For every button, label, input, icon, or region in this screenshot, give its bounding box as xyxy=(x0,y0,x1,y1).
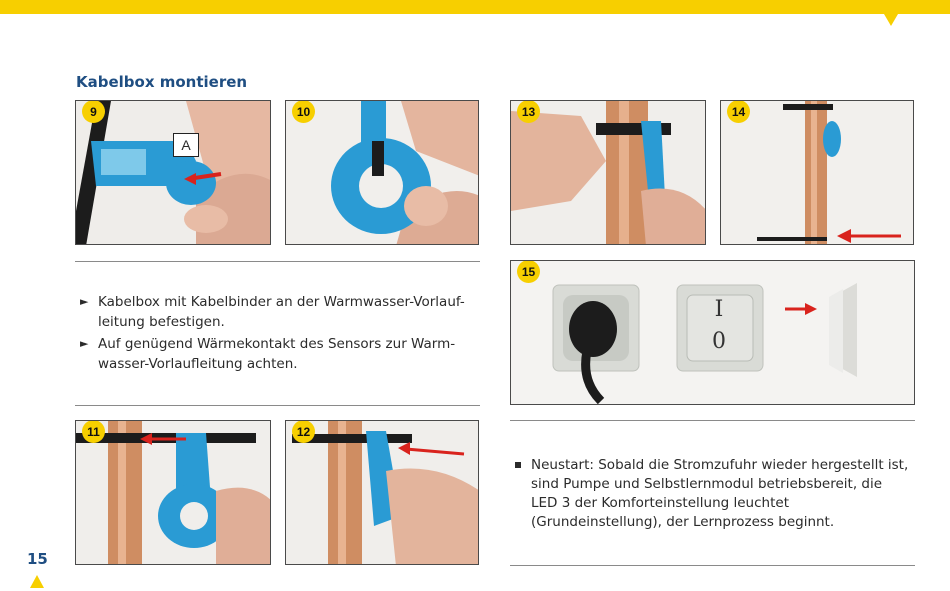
photo-15 xyxy=(510,260,915,405)
divider-line xyxy=(510,565,915,566)
switch-label-off: 0 xyxy=(712,329,726,354)
top-notch-triangle xyxy=(884,14,898,26)
photo-9-illustration xyxy=(76,101,271,245)
step-badge: 9 xyxy=(82,100,105,123)
instruction-text: Auf genügend Wärmekontakt des Sensors zur Warm- wasser-Vorlaufleitung achten. xyxy=(98,336,456,372)
top-accent-bar xyxy=(0,0,950,14)
play-arrow-icon: ► xyxy=(80,337,89,350)
restart-note-text: Neustart: Sobald die Stromzufuhr wieder hergestellt ist, sind Pumpe und Selbstlernmodul betriebsbereit, die LED 3 der Komforteinstellung leuchtet (Grundeinstellung), der Lernprozess beginnt. xyxy=(531,457,909,530)
section-title: Kabelbox montieren xyxy=(76,73,248,91)
photo-9 xyxy=(75,100,271,245)
page-number: 15 xyxy=(27,550,48,568)
step-badge: 14 xyxy=(727,100,750,123)
photo-12 xyxy=(285,420,479,565)
step-badge: 13 xyxy=(517,100,540,123)
page-triangle-icon xyxy=(30,575,44,588)
photo-13-illustration xyxy=(511,101,706,245)
photo-11 xyxy=(75,420,271,565)
step-badge: 12 xyxy=(292,420,315,443)
step-badge: 11 xyxy=(82,420,105,443)
photo-14 xyxy=(720,100,914,245)
photo-10 xyxy=(285,100,479,245)
instruction-item xyxy=(80,292,480,332)
photo-14-illustration xyxy=(721,101,914,245)
divider-line xyxy=(75,405,480,406)
instruction-item xyxy=(80,334,480,374)
restart-note xyxy=(514,456,909,532)
square-bullet-icon xyxy=(515,462,521,468)
photo-10-illustration xyxy=(286,101,479,245)
callout-label-a: A xyxy=(173,133,199,157)
photo-11-illustration xyxy=(76,421,271,565)
instruction-text: Kabelbox mit Kabelbinder an der Warmwasser-Vorlauf- leitung befestigen. xyxy=(98,294,465,330)
divider-line xyxy=(510,420,915,421)
instruction-list xyxy=(80,292,480,376)
step-badge: 10 xyxy=(292,100,315,123)
play-arrow-icon: ► xyxy=(80,295,89,308)
photo-13 xyxy=(510,100,706,245)
photo-12-illustration xyxy=(286,421,479,565)
step-badge: 15 xyxy=(517,260,540,283)
switch-label-on: I xyxy=(714,297,724,322)
divider-line xyxy=(75,261,480,262)
